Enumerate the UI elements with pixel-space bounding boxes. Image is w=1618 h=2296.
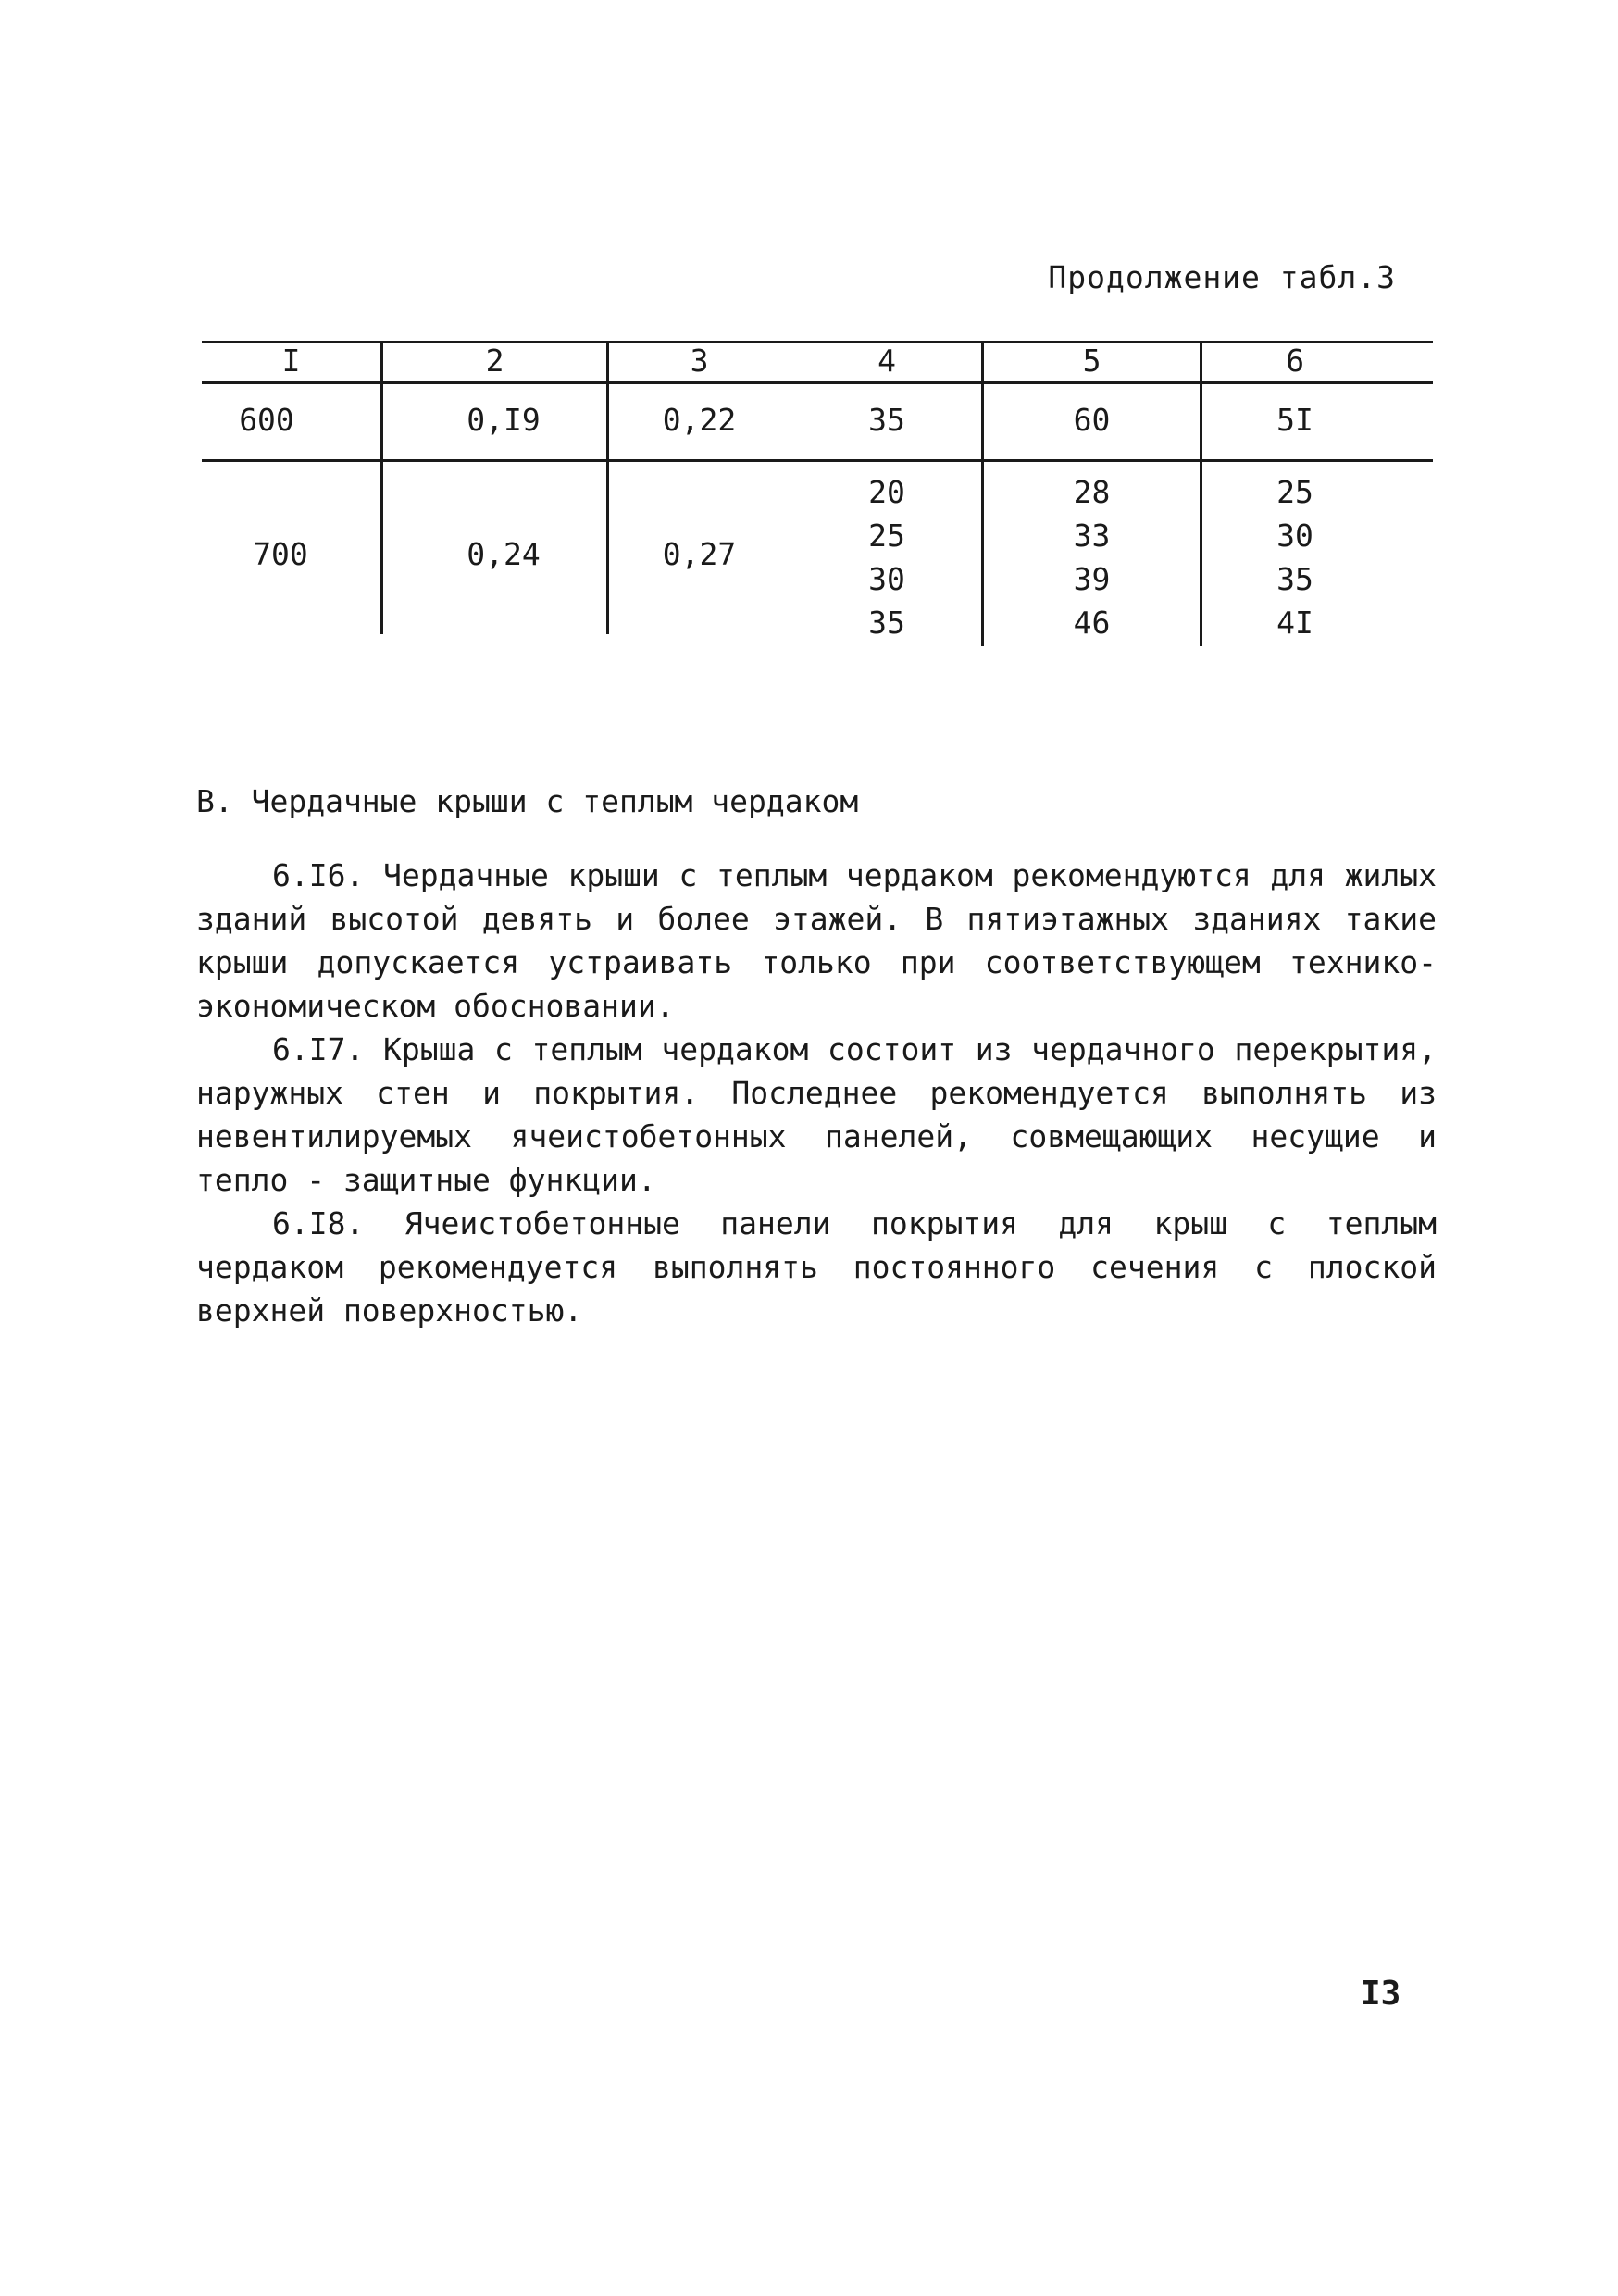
table-value: 35 [1276, 561, 1313, 597]
header-cell: 4 [877, 343, 896, 379]
table-cell: 5I [1276, 402, 1313, 438]
body-text [196, 854, 1437, 1332]
column-divider [606, 341, 609, 634]
table-cell: 0,24 [467, 536, 541, 572]
table-cell: 600 [239, 402, 294, 438]
paragraph: 6.I7. Крыша с теплым чердаком состоит из чердачного перекрытия, наружных стен и покрытия. Последнее рекомендуется выполнять из невентилируемых ячеистобетонных панелей, совмещающих несущие и тепло - защитные функции. [196, 1031, 1437, 1198]
table-value: 39 [1073, 561, 1111, 597]
table-cell-stack [1202, 470, 1388, 644]
header-cell: 2 [485, 343, 504, 379]
table-value: 30 [868, 561, 905, 597]
table-cell: 0,I9 [467, 402, 541, 438]
table-cell-stack [984, 470, 1200, 644]
table-cell: 0,22 [662, 402, 737, 438]
table-value: 28 [1073, 474, 1111, 510]
section-heading: В. Чердачные крыши с теплым чердаком [196, 783, 859, 819]
table-value: 46 [1073, 605, 1111, 641]
header-cell: 6 [1286, 343, 1304, 379]
table-cell: 700 [253, 536, 308, 572]
table-cell: 0,27 [662, 536, 737, 572]
row-separator-rule [202, 459, 1433, 462]
column-divider [380, 341, 383, 634]
table-value: 25 [868, 518, 905, 554]
table-value: 35 [868, 605, 905, 641]
table-value: 20 [868, 474, 905, 510]
paragraph: 6.I8. Ячеистобетонные панели покрытия для крыш с теплым чердаком рекомендуется выполнять постоянного сечения с плоской верхней поверхностью. [196, 1205, 1437, 1329]
header-bottom-rule [202, 381, 1433, 384]
table-value: 25 [1276, 474, 1313, 510]
header-cell: 5 [1082, 343, 1101, 379]
table-value: 30 [1276, 518, 1313, 554]
table-cell-stack [794, 470, 979, 644]
header-cell: 3 [690, 343, 709, 379]
table-continuation-label: Продолжение табл.3 [1048, 259, 1396, 295]
table-value: 4I [1276, 605, 1313, 641]
paragraph: 6.I6. Чердачные крыши с теплым чердаком рекомендуются для жилых зданий высотой девять и более этажей. В пятиэтажных зданиях такие крыши допускается устраивать только при соответствующем технико-экономическом обосновании. [196, 857, 1437, 1024]
table-cell: 60 [1073, 402, 1111, 438]
table-cell: 35 [868, 402, 905, 438]
page-number: I3 [1361, 1975, 1401, 2013]
header-cell: I [281, 343, 301, 379]
table-value: 33 [1073, 518, 1111, 554]
